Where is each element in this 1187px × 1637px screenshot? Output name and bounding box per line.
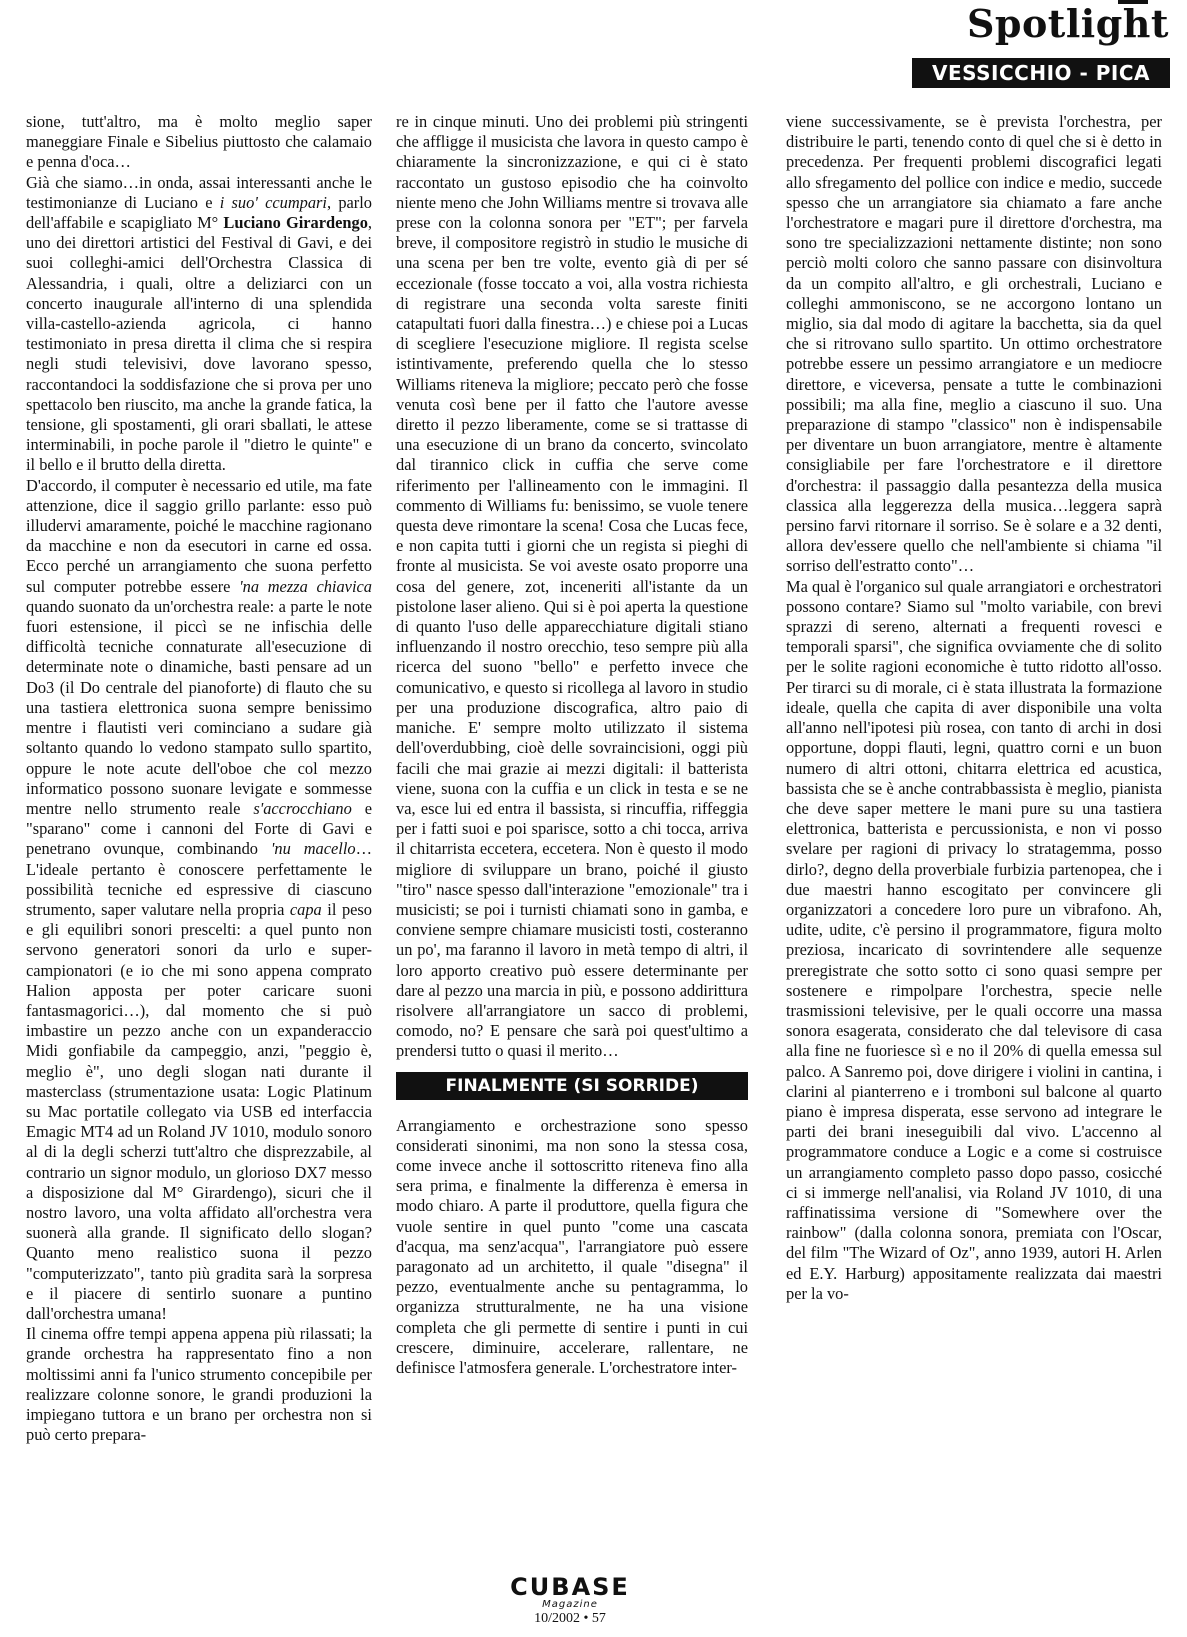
paragraph: Il cinema offre tempi appena appena più rilassati; la grande orchestra ha rappresentato fino a non moltissimi anni fa l'unico strumento concepibile per realizzare colonne sonore, le grandi produzioni la impiegano tuttora e un brano per orchestra non si può certo prepara- — [26, 1324, 372, 1445]
magazine-logo-subtitle: Magazine — [542, 1599, 598, 1610]
paragraph: sione, tutt'altro, ma è molto meglio saper maneggiare Finale e Sibelius piuttosto che calamaio e penna d'oca… — [26, 112, 372, 172]
section-title: Spotlight — [966, 1, 1169, 46]
paragraph: re in cinque minuti. Uno dei problemi più stringenti che affligge il musicista che lavora in questo campo è chiaramente la sincronizzazione, e qui ci è stato raccontato un gustoso episodio che ha coinvolto niente meno che John Williams mentre si trovava alle prese con la colonna sonora per "ET"; per farvela breve, il compositore registrò in studio le musiche di una scena per ben tre volte, evento già di per sé eccezionale (fosse toccato a voi, alla vostra richiesta di registrare una seconda volta sareste finiti catapultati fuori dalla finestra…) e chiese poi a Lucas di scegliere l'esecuzione migliore. Il regista scelse istintivamente, preferendo quella che lo stesso Williams riteneva la migliore; peccato però che fosse venuta così bene per il fatto che l'autore avesse diretto il pezzo liberamente, come se si trattasse di una esecuzione di un brano da concerto, svincolato dal tirannico click in cuffia che serve come riferimento per l'allineamento con le immagini. Il commento di Williams fu: benissimo, se vuole tenere questa deve rimontare la scena! Cosa che Lucas fece, e non capita tutti i giorni che un regista si pieghi di fronte al musicista. Se voi aveste osato proporre una cosa del genere, zot, inceneriti all'istante da un pistolone laser alieno. Qui si è poi aperta la questione di quanto l'uso delle apparecchiature digitali stiano influenzando il nostro orecchio, teso sempre più alla ricerca del suono "bello" e perfetto invece che comunicativo, e questo si ricollega al lavoro in studio per una produzione discografica, altro paio di maniche. E' sempre molto utilizzato il sistema dell'overdubbing, cioè delle sovraincisioni, oggi più facili che mai grazie ai mezzi digitali: il batterista viene, suona con la cuffia e un click in testa e se ne va, esce lui ed entra il bassista, si rincuffia, riffeggia per i fatti suoi e poi sparisce, sotto a chi tocca, arriva il chitarrista eccetera, eccetera. Non è questo il modo migliore di sviluppare un brano, poiché il giusto "tiro" nasce spesso dall'interazione "emozionale" tra i musicisti; se poi i turnisti chiamati sono in gamba, e conviene sempre chiamare musicisti tosti, costeranno un po', ma faranno il lavoro in metà tempo di altri, il loro apporto creativo può essere determinante per dare al pezzo una marcia in più, e possono addirittura risolvere all'arrangiatore un sacco di problemi, comodo, no? E pensare che sarà poi quest'ultimo a prendersi tutto o quasi il merito… — [396, 112, 748, 1061]
article-column-3 — [786, 112, 1162, 1304]
section-heading: FINALMENTE (SI SORRIDE) — [396, 1072, 748, 1100]
section-subtitle: VESSICCHIO - PICA — [912, 58, 1170, 88]
paragraph: D'accordo, il computer è necessario ed utile, ma fate attenzione, dice il saggio grillo parlante: esso può illudervi amaramente, poiché le macchine ragionano da macchine e non da esecutori in carne ed ossa. Ecco perché un arrangiamento che suona perfetto sul computer potrebbe essere 'na mezza chiavica quando suonato da un'orchestra reale: a parte le note fuori estensione, il piccì se ne infischia delle difficoltà tecniche connaturate all'esecuzione di determinate note o dinamiche, basti pensare ad un Do3 (il Do centrale del pianoforte) di flauto che su una tastiera elettronica suona sempre benissimo mentre i flautisti veri cominciano a sudare già soltanto quando lo vedono stampato sullo spartito, oppure le note acute dell'oboe che col mezzo informatico possono suonare levigate e sommesse mentre nello strumento reale s'accrocchiano e "sparano" come i cannoni del Forte di Gavi e penetrano ovunque, combinando 'nu macello…L'ideale pertanto è conoscere perfettamente le possibilità tecniche ed espressive di ciascuno strumento, saper valutare nella propria capa il peso e gli equilibri sonori prescelti: a quel punto non servono generatori sonori da urlo e super-campionatori (e io che mi sono appena comprato Halion apposta per poter caricare suoni fantasmagorici…), dal momento che si può imbastire un pezzo anche con un expanderaccio Midi gonfiabile da campeggio, anzi, "peggio è, meglio è", uno degli slogan nati durante il masterclass (strumentazione usata: Logic Platinum su Mac portatile collegato via USB ed interfaccia Emagic MT4 ad un Roland JV 1010, modulo sonoro al di la degli scherzi tutt'altro che disprezzabile, al contrario un signor modulo, un glorioso DX7 messo a disposizione dal M° Girardengo), sicuri che il nostro lavoro, una volta affidato all'orchestra vera suonerà alla grande. Il significato dello slogan? Quanto meno realistico suona il pezzo "computerizzato", tanto più gradita sarà la sorpresa e il piacere di sentirlo suonare a puntino dall'orchestra umana! — [26, 475, 373, 1323]
paragraph: Arrangiamento e orchestrazione sono spesso considerati sinonimi, ma non sono la stessa cosa, come invece anche il sottoscritto riteneva fino alla sera prima, e finalmente la differenza è emersa in modo chiaro. A parte il produttore, quella figura che vuole sentire in quel punto "come una cascata d'acqua, ma senz'acqua", l'arrangiatore può essere paragonato ad un architetto, il quale "disegna" il pezzo, eventualmente anche su pentagramma, lo organizza strutturalmente, ne ha una visione completa che gli permette di sentire i punti in cui crescere, diminuire, accelerare, rallentare, ne definisce l'atmosfera generale. L'orchestratore inter- — [396, 1115, 748, 1377]
paragraph: viene successivamente, se è prevista l'orchestra, per distribuire le parti, tenendo conto di quel che si è detto in precedenza. Per frequenti problemi discografici legati allo sfregamento del pollice con indice e medio, succede spesso che un arrangiatore sia chiamato a fare anche l'orchestratore e magari pure il direttore d'orchestra, ma sono tre specializzazioni nettamente distinte; non sono perciò molti coloro che sanno passare con disinvoltura da un compito all'altro, e gli orchestrali, Luciano e colleghi ammoniscono, se ne accorgono lontano un miglio, sia dal modo di agitare la bacchetta, sia da quel che si ritrovano sullo spartito. Un ottimo orchestratore potrebbe essere un pessimo arrangiatore e un mediocre direttore, e viceversa, pensate a tutte le combinazioni possibili; ma alla fine, meglio a ciascuno il suo. Una preparazione di stampo "classico" non è indispensabile per diventare un buon arrangiatore, mentre è altamente consigliabile per fare l'orchestratore e il direttore d'orchestra: il passaggio dalla pesantezza della musica classica alla leggerezza della musica…leggera saprà persino farvi ritornare il sorriso. Se è solare e a 32 denti, allora dev'essere quello che nell'ambiente si chiama "il sorriso dell'estratto conto"… — [786, 112, 1162, 576]
article-column-2 — [396, 112, 748, 1378]
magazine-logo: CUBASE — [510, 1573, 630, 1601]
article-column-1 — [26, 112, 372, 1445]
issue-page-number: 10/2002 • 57 — [534, 1611, 606, 1626]
paragraph: Ma qual è l'organico sul quale arrangiatori e orchestratori possono contare? Siamo sul "molto variabile, con brevi sprazzi di sereno, alternati a frequenti rovesci e temporali sparsi", che significa ovviamente che di solito per le solite ragioni economiche è tutto ridotto all'osso. Per tirarci su di morale, ci è stata illustrata la formazione ideale, quella che capita di aver disponibile una volta all'anno nell'ipotesi più rosea, con tanto di archi in dosi opportune, doppi flauti, legni, quattro corni e un buon numero di altri ottoni, chitarra elettrica ed acustica, bassista che se è anche contrabbassista è meglio, pianista che deve saper mettere le mani pure su una tastiera elettronica, batterista e percussionista, e non vi posso svelare per ragioni di privacy lo stratagemma, posso dirlo?, degno della proverbiale furbizia partenopea, che i due maestri hanno escogitato per convincere gli organizzatori a concedere loro pure un vibrafono. Ah, udite, udite, c'è persino il programmatore, figura molto preziosa, incaricato di sovrintendere alle sequenze preregistrate che sotto sotto ci sono quasi sempre per sostenere e rimpolpare l'orchestra, specie nelle trasmissioni televisive, per le quali occorre una massa sonora esagerata, considerato che dal televisore di casa alla fine ne fuoriesce sì e no il 20% di quella emessa sul palco. A Sanremo poi, dove dirigere i violini in cantina, i clarini al pianterreno e i tromboni sul balcone al quarto piano è impresa disperata, esse servono ad integrare le parti dei brani ineseguibili dal vivo. L'accenno al programmatore conduce a Logic e a come si costruisce un arrangiamento completo passo dopo passo, cosicché ci si immerge nell'analisi, via Roland JV 1010, di una raffinatissima versione di "Somewhere over the rainbow" (dalla colonna sonora, premiata con l'Oscar, del film "The Wizard of Oz", anno 1939, autori H. Arlen ed E.Y. Harburg) appositamente realizzata dai maestri per la vo- — [786, 576, 1162, 1303]
page-footer — [430, 1575, 710, 1627]
paragraph: Già che siamo…in onda, assai interessanti anche le testimonianze di Luciano e i suo' ccumpari, parlo dell'affabile e scapigliato M° Luciano Girardengo, uno dei direttori artistici del Festival di Gavi, e dei suoi colleghi-amici dell'Orchestra Classica di Alessandria, i quali, oltre a deliziarci con un concerto inaugurale all'interno di una splendida villa-castello-azienda agricola, ci hanno testimoniato in presa diretta il clima che si respira negli studi televisivi, dove lavorano spesso, raccontandoci la soddisfazione che si prova per uno spettacolo ben riuscito, ma anche la grande fatica, la tensione, gli spostamenti, gli orari sballati, le attese interminabili, in poche parole il "dietro le quinte" e il bello e il brutto della diretta. — [26, 172, 373, 475]
